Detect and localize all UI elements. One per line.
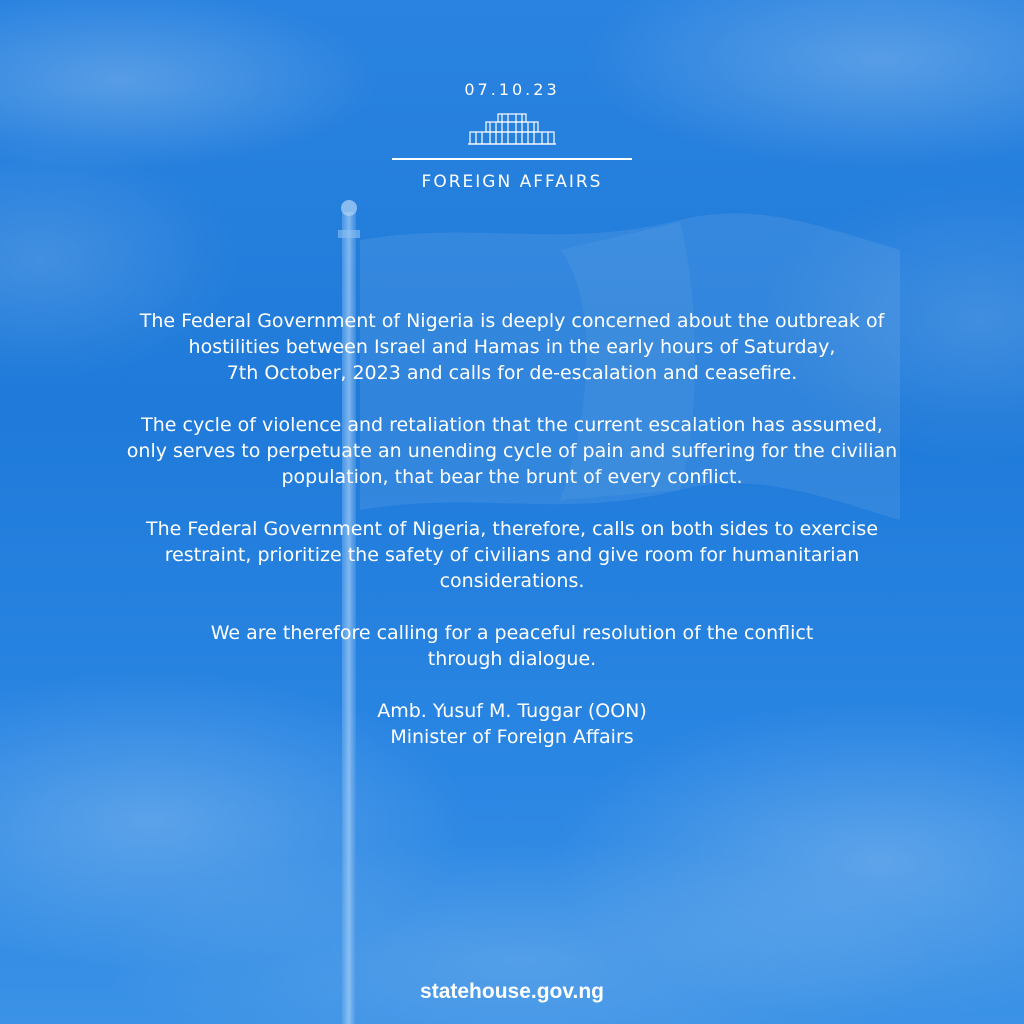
statement-line: considerations.: [439, 570, 585, 592]
statement-date: 07.10.23: [464, 80, 560, 99]
flag-pole-collar: [338, 230, 360, 238]
statement-line: The Federal Government of Nigeria, therefore, calls on both sides to exercise: [145, 518, 879, 540]
press-statement: [62, 308, 962, 776]
state-house-building-icon: [468, 110, 556, 146]
department-title: FOREIGN AFFAIRS: [421, 172, 603, 192]
statement-paragraph: [62, 412, 962, 490]
signature-block: [62, 698, 962, 750]
statement-line: The cycle of violence and retaliation that the current escalation has assumed,: [141, 414, 883, 436]
statement-line: The Federal Government of Nigeria is deeply concerned about the outbreak of: [139, 310, 885, 332]
flag-pole-finial: [341, 200, 357, 216]
header-divider: [392, 158, 632, 160]
statement-paragraph: [62, 620, 962, 672]
statement-line: 7th October, 2023 and calls for de-escalation and ceasefire.: [226, 362, 798, 384]
statement-line: hostilities between Israel and Hamas in the early hours of Saturday,: [188, 336, 836, 358]
statement-paragraph: [62, 516, 962, 594]
statement-paragraph: [62, 308, 962, 386]
signatory-name: Amb. Yusuf M. Tuggar (OON): [377, 700, 647, 722]
statement-line: population, that bear the brunt of every conflict.: [281, 466, 743, 488]
signatory-title: Minister of Foreign Affairs: [390, 726, 634, 748]
statement-line: restraint, prioritize the safety of civilians and give room for humanitarian: [164, 544, 860, 566]
statement-line: We are therefore calling for a peaceful resolution of the conflict: [210, 622, 814, 644]
website-url[interactable]: statehouse.gov.ng: [420, 980, 604, 1003]
statement-line: only serves to perpetuate an unending cycle of pain and suffering for the civilian: [126, 440, 898, 462]
statement-line: through dialogue.: [427, 648, 597, 670]
